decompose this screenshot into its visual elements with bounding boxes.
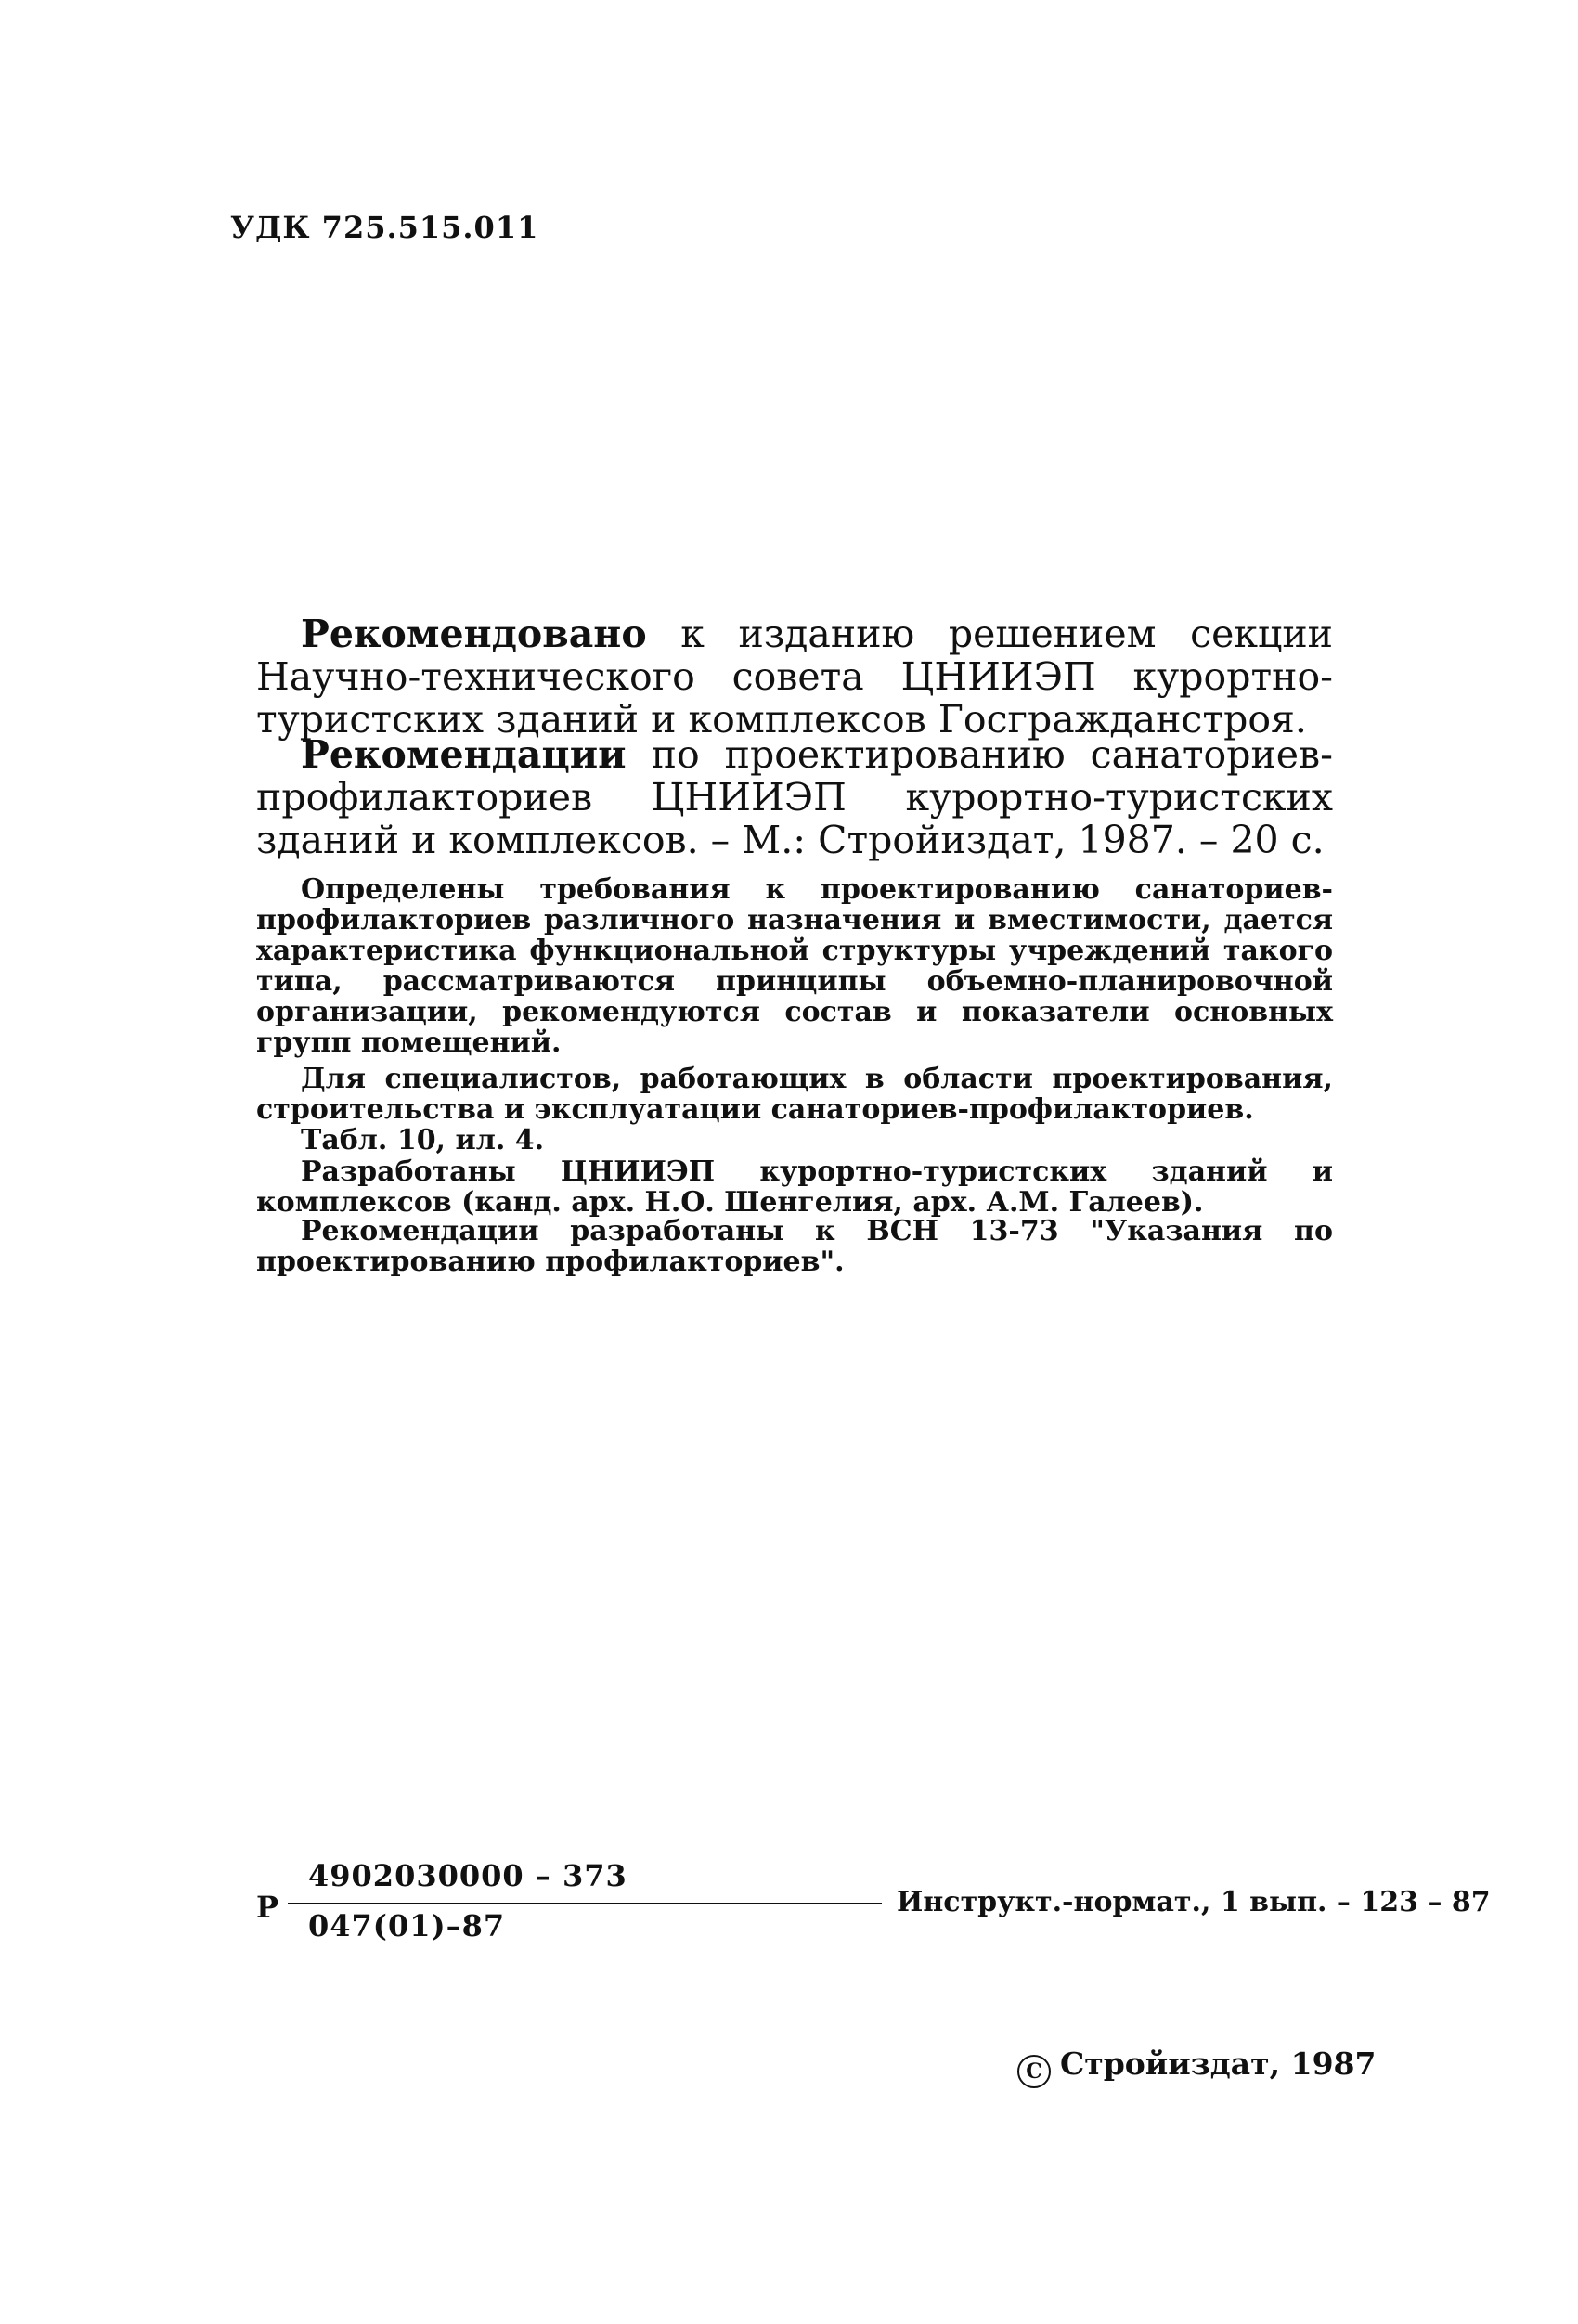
imprint-letter: Р <box>256 1890 279 1925</box>
imprint-denominator: 047(01)–87 <box>308 1908 506 1943</box>
recommendation-lead: Рекомендовано <box>301 612 647 656</box>
audience-paragraph: Для специалистов, работающих в области проектирования, строительства и эксплуатации санаториев-профилакториев. <box>256 1063 1333 1126</box>
citation-paragraph <box>256 733 1333 861</box>
annotation-paragraph: Определены требования к проектированию санаториев-профилакториев различного назначения и вместимости, дается характеристика функциональной структуры учреждений такого типа, рассматриваются принципы объемно-планировочной организации, рекомендуются состав и показатели основных групп помещений. <box>256 873 1333 1059</box>
udk-code: УДК 725.515.011 <box>230 210 539 245</box>
bibliographic-imprint <box>256 1858 1491 1960</box>
imprint-numerator: 4902030000 – 373 <box>308 1858 627 1893</box>
copyright-text: Стройиздат, 1987 <box>1060 2046 1377 2082</box>
recommendation-text: к изданию решением секции Научно-технического совета ЦНИИЭП курортно-туристских зданий и комплексов Госгражданстроя. <box>256 612 1333 742</box>
based-on-paragraph: Рекомендации разработаны к ВСН 13-73 "Указания по проектированию профилакториев". <box>256 1215 1333 1278</box>
tables-illustrations: Табл. 10, ил. 4. <box>301 1124 545 1156</box>
citation-lead: Рекомендации <box>301 732 627 777</box>
copyright-line <box>1017 2046 1376 2088</box>
fraction-rule <box>288 1903 882 1904</box>
copyright-icon: C <box>1017 2055 1051 2088</box>
developed-by-paragraph: Разработаны ЦНИИЭП курортно-туристских зданий и комплексов (канд. арх. Н.О. Шенгелия, арх. А.М. Галеев). <box>256 1156 1333 1219</box>
citation-text: по проектированию санаториев-профилакториев ЦНИИЭП курортно-туристских зданий и комплексов. – М.: Стройиздат, 1987. – 20 с. <box>256 732 1333 862</box>
imprint-category: Инструкт.-нормат., 1 вып. – 123 – 87 <box>897 1886 1491 1918</box>
recommendation-paragraph <box>256 613 1333 741</box>
